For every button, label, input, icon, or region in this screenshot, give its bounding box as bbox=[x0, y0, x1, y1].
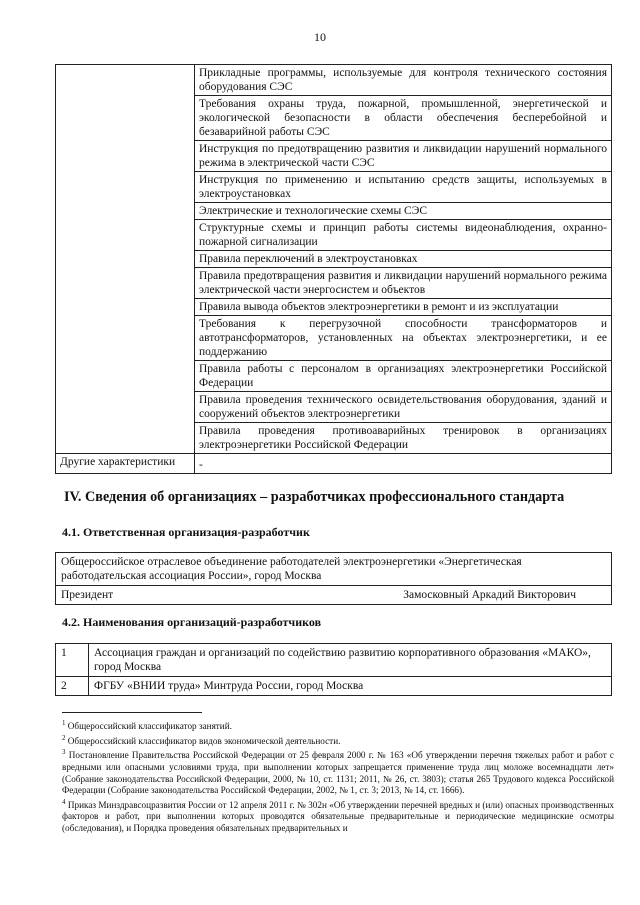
footnote bbox=[62, 797, 614, 835]
footnote-mark: 3 bbox=[62, 748, 66, 757]
row-number: 2 bbox=[56, 677, 89, 696]
responsible-org-table bbox=[55, 552, 612, 605]
table-cell: Прикладные программы, используемые для контроля технического состояния оборудования СЭС bbox=[195, 65, 612, 96]
table-row bbox=[56, 644, 612, 677]
row-number: 1 bbox=[56, 644, 89, 677]
table-cell: Инструкция по предотвращению развития и ликвидации нарушений нормального режима в электрической части СЭС bbox=[195, 141, 612, 172]
table-cell: Требования к перегрузочной способности трансформаторов и автотрансформаторов, установленных на объектах электроэнергетики, и ее поддержанию bbox=[195, 316, 612, 361]
developer-name: ФГБУ «ВНИИ труда» Минтруда России, город Москва bbox=[89, 677, 612, 696]
developers-table bbox=[55, 643, 612, 696]
footnote-text: Общероссийский классификатор видов экономической деятельности. bbox=[67, 735, 341, 746]
table-cell: Правила проведения технического освидетельствования оборудования, зданий и сооружений объектов электроэнергетики bbox=[195, 392, 612, 423]
person-name: Замосковный Аркадий Викторович bbox=[403, 589, 576, 601]
responsible-org-title: 4.1. Ответственная организация-разработчик bbox=[62, 525, 310, 539]
table-cell: Правила предотвращения развития и ликвидации нарушений нормального режима электрической части энергосистем и объектов bbox=[195, 268, 612, 299]
footnote bbox=[62, 718, 614, 733]
other-characteristics-value: - bbox=[195, 454, 612, 474]
table-row bbox=[56, 677, 612, 696]
table-cell: Инструкция по применению и испытанию средств защиты, используемых в электроустановках bbox=[195, 172, 612, 203]
footnote bbox=[62, 733, 614, 748]
other-characteristics-label: Другие характеристики bbox=[56, 454, 195, 474]
requirements-table bbox=[55, 64, 612, 474]
table-row bbox=[56, 65, 612, 96]
table-row bbox=[56, 454, 612, 474]
table-cell: Правила проведения противоаварийных тренировок в организациях электроэнергетики Российской Федерации bbox=[195, 423, 612, 454]
footnote-text: Общероссийский классификатор занятий. bbox=[67, 721, 232, 732]
developers-title: 4.2. Наименования организаций-разработчиков bbox=[62, 615, 322, 629]
footnote-text: Постановление Правительства Российской Федерации от 25 февраля 2000 г. № 163 «Об утверждении перечня тяжелых работ и работ с вредными или опасными условиями труда, при выполнении которых запрещается применение труда лиц моложе восемнадцати лет» (Собрание законодательства Российской Федерации, 2000, № 10, ст. 1131; 2011, № 26, ст. 3803); статья 265 Трудового кодекса Российской Федерации (Собрание законодательства Российской Федерации, 2002, № 1, ст. 3; 2013, № 14, ст. 1666). bbox=[62, 750, 614, 796]
footnote-separator bbox=[62, 712, 202, 713]
footnote-mark: 2 bbox=[62, 733, 66, 742]
footnote-mark: 1 bbox=[62, 719, 66, 727]
org-name: Общероссийское отраслевое объединение работодателей электроэнергетики «Энергетическая работодательская ассоциация России», город Москва bbox=[56, 553, 612, 586]
table-cell: Правила переключений в электроустановках bbox=[195, 251, 612, 268]
developer-name: Ассоциация граждан и организаций по содействию развитию корпоративного образования «МАКО», город Москва bbox=[89, 644, 612, 677]
table-cell: Структурные схемы и принцип работы системы видеонаблюдения, охранно-пожарной сигнализации bbox=[195, 220, 612, 251]
footnote-mark: 4 bbox=[62, 797, 66, 806]
signatory-row bbox=[56, 586, 612, 605]
footnote bbox=[62, 747, 614, 796]
section-title: IV. Сведения об организациях – разработчиках профессионального стандарта bbox=[64, 489, 565, 505]
table-cell: Электрические и технологические схемы СЭС bbox=[195, 203, 612, 220]
table-row bbox=[56, 586, 612, 605]
table-cell: Правила вывода объектов электроэнергетики в ремонт и из эксплуатации bbox=[195, 299, 612, 316]
footnotes bbox=[62, 718, 614, 835]
table-cell: Правила работы с персоналом в организациях электроэнергетики Российской Федерации bbox=[195, 361, 612, 392]
empty-cell bbox=[56, 65, 195, 454]
position-label: Президент bbox=[61, 589, 114, 601]
page-number: 10 bbox=[314, 30, 326, 44]
footnote-text: Приказ Минздравсоцразвития России от 12 апреля 2011 г. № 302н «Об утверждении перечней вредных и (или) опасных производственных факторов и работ, при выполнении которых проводятся обязательные предварительные и периодические медицинские осмотры (обследования), и Порядка проведения обязательных предварительных и bbox=[62, 799, 614, 833]
table-row bbox=[56, 553, 612, 586]
table-cell: Требования охраны труда, пожарной, промышленной, энергетической и экологической безопасности в области обеспечения бесперебойной и безаварийной работы СЭС bbox=[195, 96, 612, 141]
